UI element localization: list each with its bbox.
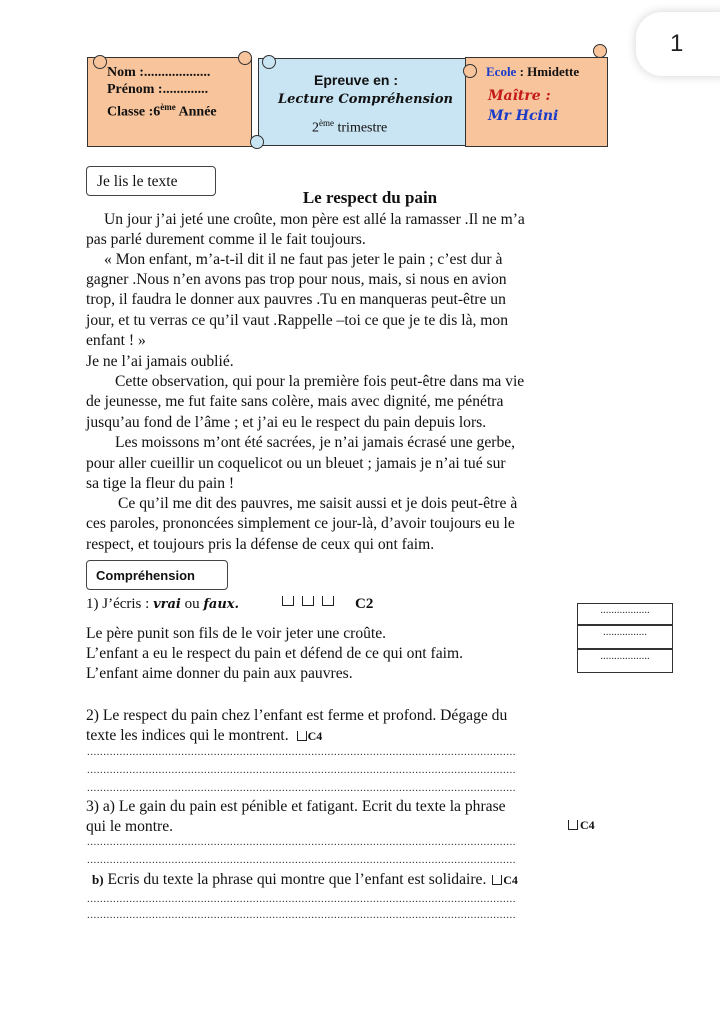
score-box-icon bbox=[322, 596, 334, 606]
text-line: Les moissons m’ont été sacrées, je n’ai jamais écrasé une gerbe, bbox=[115, 434, 516, 451]
answer-line[interactable]: .................................................................................................................................... bbox=[87, 782, 516, 794]
teacher-name: Mr Hcini bbox=[488, 108, 559, 124]
answer-line[interactable]: .................................................................................................................................... bbox=[87, 836, 516, 848]
comprehension-section-label-text: Compréhension bbox=[96, 568, 195, 583]
exam-label: Epreuve en : bbox=[314, 72, 399, 88]
answer-line[interactable]: .................................................................................................................................... bbox=[87, 909, 516, 921]
question-3b: b) Ecris du texte la phrase qui montre que l’enfant est solidaire. C4 bbox=[92, 871, 518, 888]
statement: Le père punit son fils de le voir jeter une croûte. bbox=[86, 625, 387, 642]
question-1: 1) J’écris : vrai ou faux. bbox=[86, 596, 240, 612]
scroll-curl-icon bbox=[238, 51, 252, 65]
score-box-icon bbox=[492, 875, 502, 885]
reading-section-label-text: Je lis le texte bbox=[97, 173, 178, 190]
score-box-icon bbox=[297, 731, 307, 741]
score-box-icon bbox=[302, 596, 314, 606]
score-box-icon bbox=[568, 820, 578, 830]
text-line: ces paroles, prononcées simplement ce jour-là, d’avoir toujours eu le bbox=[86, 515, 515, 532]
scroll-curl-icon bbox=[250, 135, 264, 149]
scroll-curl-icon bbox=[463, 64, 477, 78]
answer-box[interactable] bbox=[577, 603, 673, 625]
answer-placeholder: .................. bbox=[600, 650, 650, 662]
question-2: 2) Le respect du pain chez l’enfant est ferme et profond. Dégage du bbox=[86, 707, 508, 724]
scroll-curl-icon bbox=[93, 55, 107, 69]
text-line: Je ne l’ai jamais oublié. bbox=[86, 353, 234, 370]
criterion-code: C2 bbox=[355, 596, 374, 612]
scroll-curl-icon bbox=[593, 44, 607, 58]
answer-line[interactable]: .................................................................................................................................... bbox=[87, 893, 516, 905]
text-line: « Mon enfant, m’a-t-il dit il ne faut pas jeter le pain ; c’est dur à bbox=[104, 251, 503, 268]
student-class-field: Classe :6ème Année bbox=[107, 102, 217, 120]
text-line: Ce qu’il me dit des pauvres, me saisit aussi et je dois peut-être à bbox=[118, 495, 518, 512]
score-boxes bbox=[282, 592, 342, 610]
statement: L’enfant aime donner du pain aux pauvres. bbox=[86, 665, 353, 682]
school-name: Ecole : Hmidette bbox=[486, 64, 580, 79]
answer-line[interactable]: .................................................................................................................................... bbox=[87, 746, 516, 758]
text-line: jour, et tu verras ce qu’il vaut .Rappelle –toi ce que je te dis là, mon bbox=[86, 312, 509, 329]
text-line: sa tige la fleur du pain ! bbox=[86, 475, 235, 492]
text-line: respect, et toujours pris la défense de ceux qui ont faim. bbox=[86, 536, 435, 553]
text-line: trop, il faudra le donner aux pauvres .Tu en manqueras peut-être un bbox=[86, 291, 506, 308]
text-line: pas parlé durement comme il le fait toujours. bbox=[86, 231, 366, 248]
teacher-label: Maître : bbox=[488, 88, 551, 104]
answer-box[interactable] bbox=[577, 625, 673, 649]
text-line: de jeunesse, me fut faite sans colère, mais avec dignité, me pénétra bbox=[86, 393, 504, 410]
scroll-curl-icon bbox=[262, 55, 276, 69]
criterion-q3a: C4 bbox=[568, 816, 595, 834]
question-3a: 3) a) Le gain du pain est pénible et fatigant. Ecrit du texte la phrase bbox=[86, 798, 506, 815]
answer-line[interactable]: .................................................................................................................................... bbox=[87, 764, 516, 776]
comprehension-section-label bbox=[86, 560, 228, 590]
question-2-cont: texte les indices qui le montrent. C4 bbox=[86, 727, 323, 744]
text-line: Cette observation, qui pour la première fois peut-être dans ma vie bbox=[115, 373, 525, 390]
answer-placeholder: ................ bbox=[603, 626, 647, 638]
score-box-icon bbox=[282, 596, 294, 606]
answer-box[interactable] bbox=[577, 649, 673, 673]
exam-subject: Lecture Compréhension bbox=[278, 92, 453, 107]
text-line: enfant ! » bbox=[86, 332, 146, 349]
question-3a-cont: qui le montre. bbox=[86, 818, 174, 835]
statement: L’enfant a eu le respect du pain et défend de ce qui ont faim. bbox=[86, 645, 463, 662]
student-name-field: Nom :................... bbox=[107, 65, 211, 80]
text-line: gagner .Nous n’en avons pas trop pour nous, mais, si nous en avion bbox=[86, 271, 507, 288]
student-firstname-field: Prénom :............. bbox=[107, 82, 209, 97]
text-title: Le respect du pain bbox=[302, 188, 438, 207]
text-line: pour aller cueillir un coquelicot ou un bleuet ; jamais je n’ai tué sur bbox=[86, 455, 506, 472]
answer-line[interactable]: .................................................................................................................................... bbox=[87, 854, 516, 866]
text-line: Un jour j’ai jeté une croûte, mon père est allé la ramasser .Il ne m’a bbox=[104, 211, 525, 228]
answer-placeholder: .................. bbox=[600, 604, 650, 616]
text-line: jusqu’au fond de l’âme ; et j’ai eu le respect du pain depuis lors. bbox=[86, 414, 487, 431]
exam-term: 2ème trimestre bbox=[312, 118, 388, 136]
page-number: 1 bbox=[670, 30, 684, 57]
